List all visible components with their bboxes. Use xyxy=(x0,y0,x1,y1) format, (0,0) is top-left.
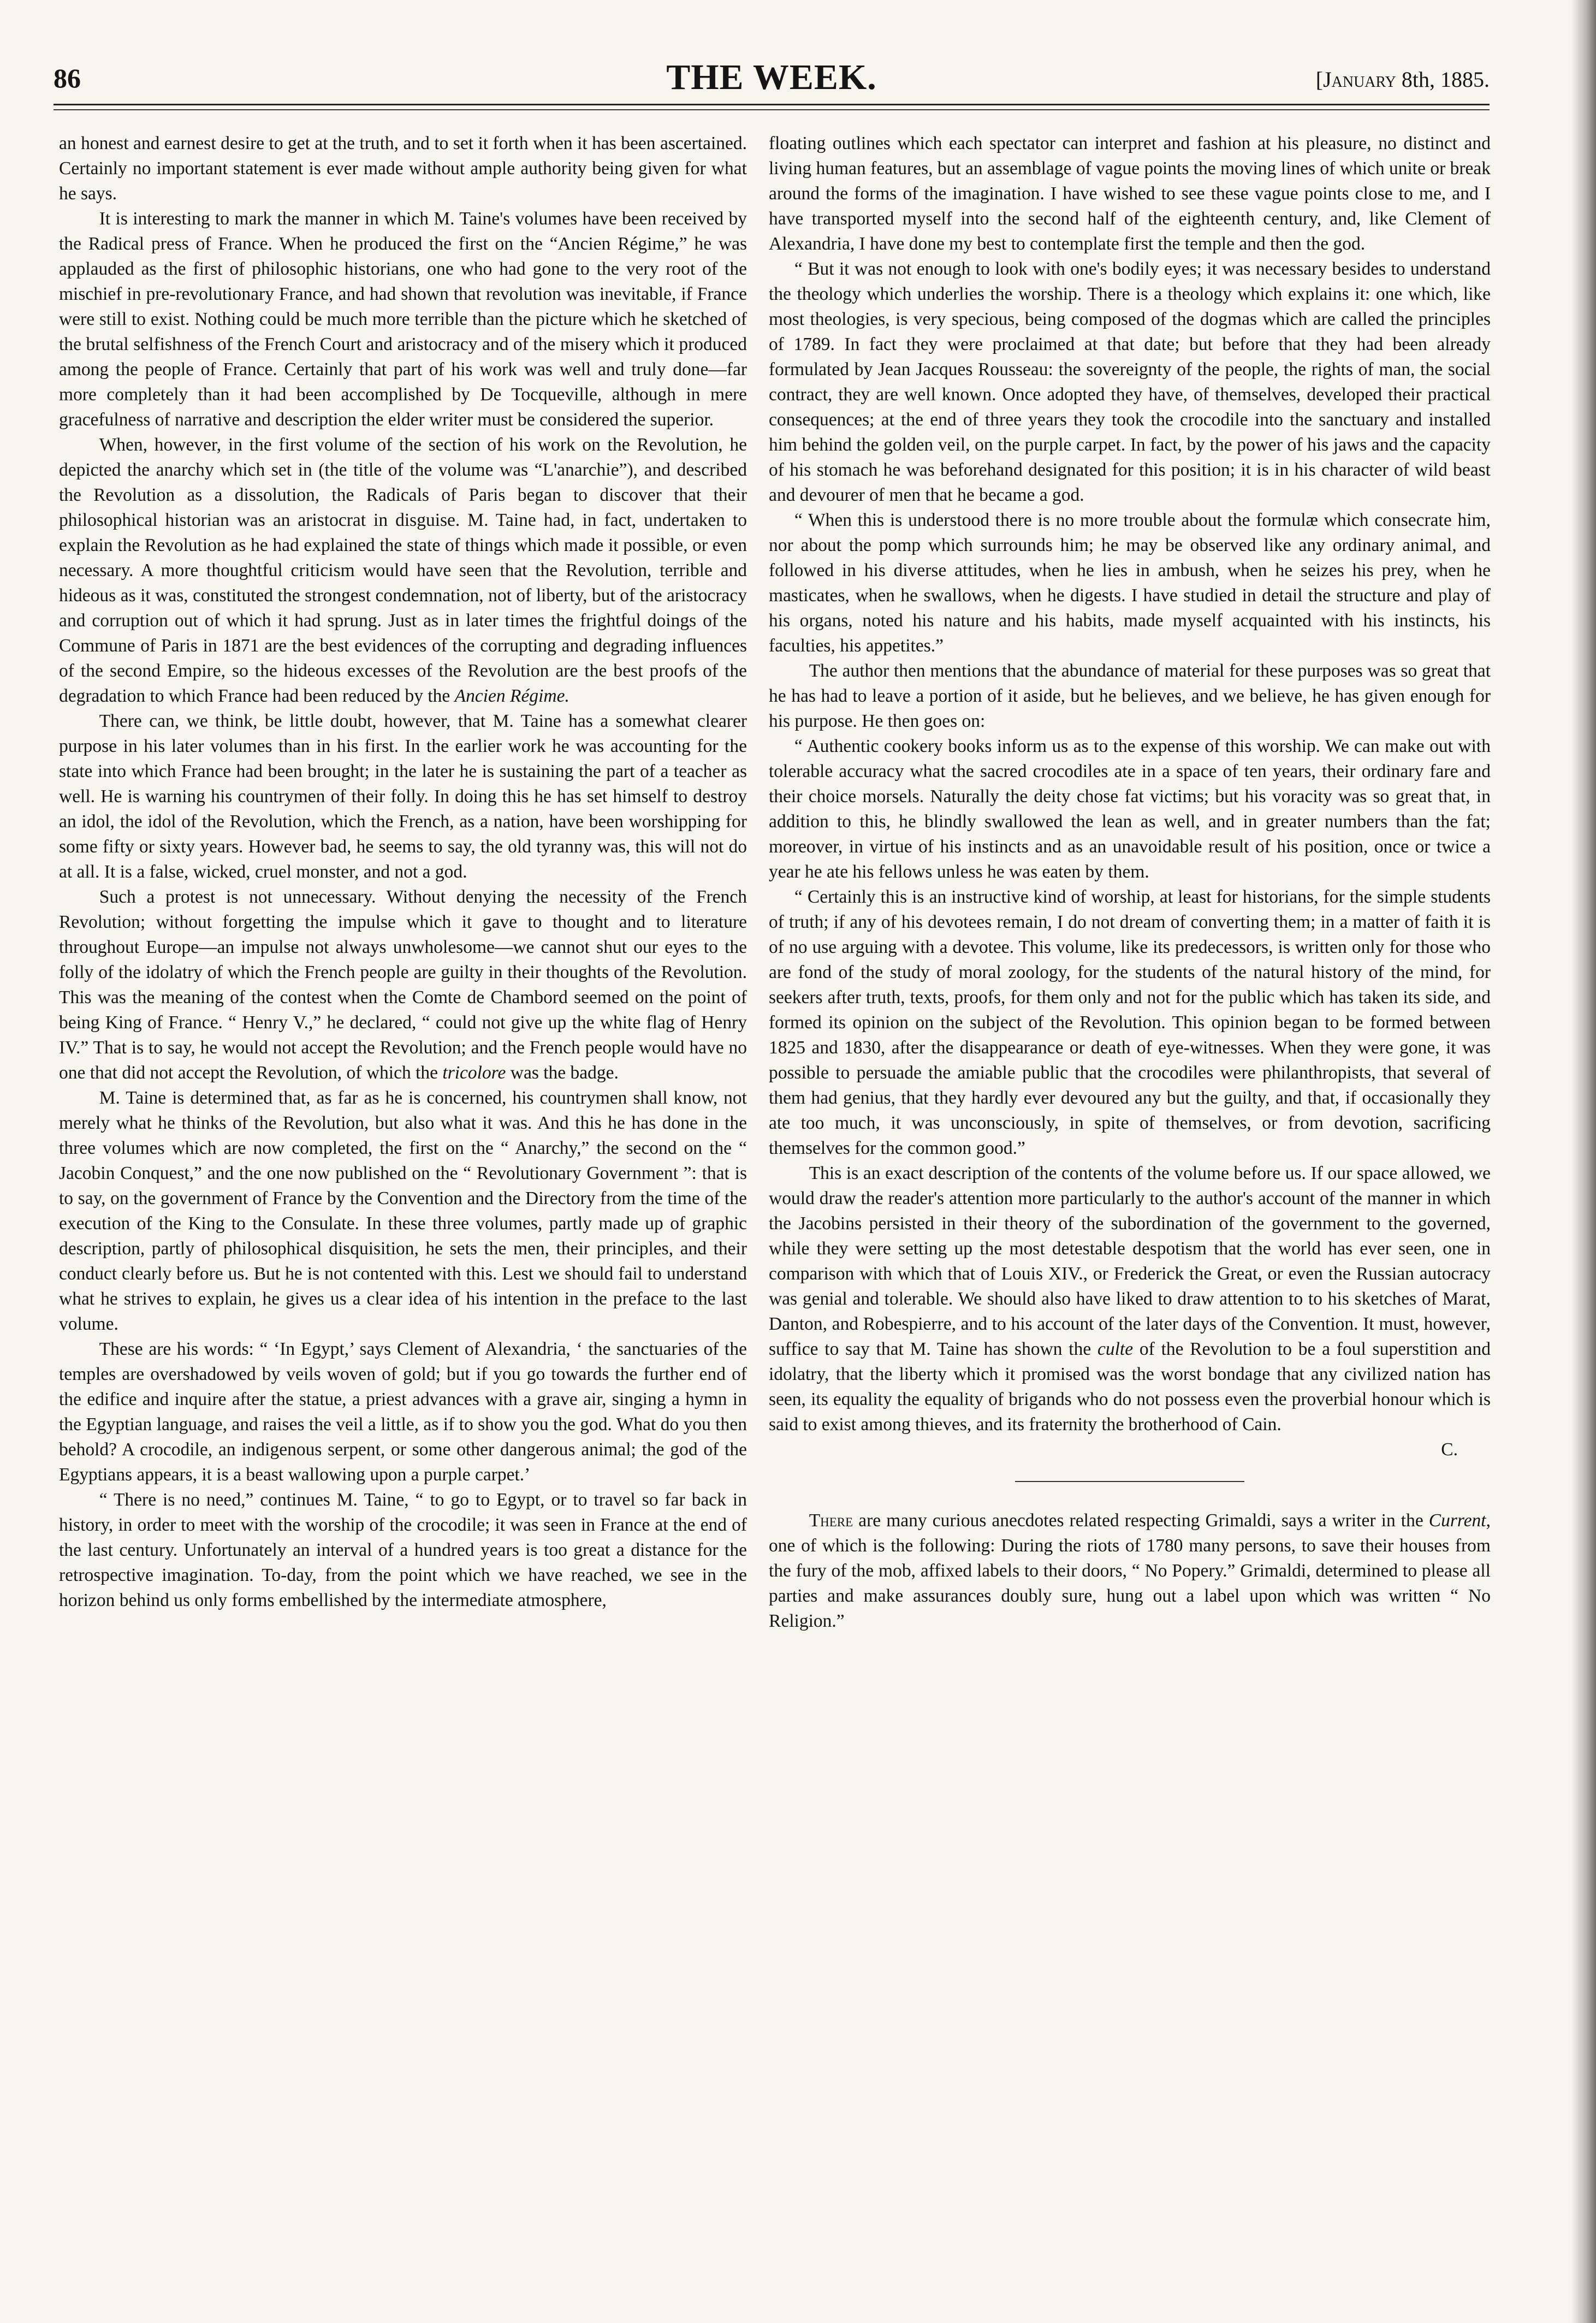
issue-date-month: January xyxy=(1323,67,1396,92)
paragraph: M. Taine is determined that, as far as he is concerned, his countrymen shall know, not merely what he thinks of the Revolution, but also what it was. And this he has done in the three volumes which are now completed, the first on the “ Anarchy,” the second on the “ Jacobin Conquest,” and the one now published on the “ Revolutionary Government ”: that is to say, on the government of France by the Convention and the Directory from the time of the execution of the King to the Consulate. In these three volumes, partly made up of graphic description, partly of philosophical disquisition, he sets the men, their principles, and their conduct clearly before us. But he is not contented with this. Lest we should fail to understand what he strives to explain, he gives us a clear idea of his intention in the preface to the last volume. xyxy=(59,1088,747,1334)
anecdote-paragraph xyxy=(769,1508,1491,1634)
header-rule-bottom xyxy=(54,109,1490,110)
author-signature: C. xyxy=(1441,1439,1458,1460)
page-number: 86 xyxy=(54,63,81,93)
paragraph: It is interesting to mark the manner in which M. Taine's volumes have been received by the Radical press of France. When he produced the first on the “Ancien Régime,” he was applauded as the first of philosophic historians, one who had gone to the very root of the mischief in pre-revolutionary France, and had shown that revolution was inevitable, if France were still to exist. Nothing could be much more terrible than the picture which he sketched of the brutal selfishness of the French Court and aristocracy and of the misery which it produced among the people of France. Certainly that part of his work was well and truly done—far more completely than it had been accomplished by De Tocqueville, although in mere gracefulness of narrative and description the elder writer must be considered the superior. xyxy=(59,209,747,430)
paragraph: an honest and earnest desire to get at the truth, and to set it forth when it has been ascertained. Certainly no important statement is ever made without ample authority being given for what he says. xyxy=(59,133,747,204)
header-rule-top xyxy=(54,104,1490,105)
page-header xyxy=(54,57,1490,100)
paragraph: The author then mentions that the abundance of material for these purposes was so great that he has had to leave a portion of it aside, but he believes, and we believe, he has given enough for his purpose. He then goes on: xyxy=(769,661,1491,731)
italic-term: culte xyxy=(1097,1339,1134,1359)
paragraph-text: of the Revolution to be a foul superstition and idolatry, that the liberty which it promised was the worst bondage that any civilized nation has seen, its equality the equality of brigands who do not possess even the proverbial honour which is said to exist among thieves, and its fraternity the brotherhood of Cain. xyxy=(769,1339,1491,1435)
issue-date-rest: 8th, 1885. xyxy=(1396,67,1490,92)
issue-date-bracket: [ xyxy=(1315,67,1324,92)
paragraph: There can, we think, be little doubt, however, that M. Taine has a somewhat clearer purpose in his later volumes than in his first. In the earlier work he was accounting for the state into which France had been brought; in the later he is sustaining the part of a teacher as well. He is warning his countrymen of their folly. In doing this he has set himself to destroy an idol, the idol of the Revolution, which the French, as a nation, have been worshipping for some fifty or sixty years. However bad, he seems to say, the old tyranny was, this will not do at all. It is a false, wicked, cruel monster, and not a god. xyxy=(59,711,747,882)
paragraph: “ There is no need,” continues M. Taine, “ to go to Egypt, or to travel so far back in history, in order to meet with the worship of the crocodile; it was seen in France at the end of the last century. Unfortunately an interval of a hundred years is too great a distance for the retrospective imagination. To-day, from the point which we have reached, we see in the horizon behind us only forms embellished by the intermediate atmosphere, xyxy=(59,1490,747,1610)
journal-title: THE WEEK. xyxy=(666,57,877,97)
source-title: Current xyxy=(1428,1510,1486,1531)
paragraph xyxy=(769,1161,1491,1437)
paragraph-text: Such a protest is not unnecessary. Without denying the necessity of the French Revolution; without forgetting the impulse which it gave to thought and to literature throughout Europe—an impulse not always unwholesome—we cannot shut our eyes to the folly of the idolatry of which the French people are guilty in their thoughts of the Revolution. This was the meaning of the contest when the Comte de Chambord seemed on the point of being King of France. “ Henry V.,” he declared, “ could not give up the white flag of Henry IV.” That is to say, he would not accept the Revolution; and the French people would have no one that did not accept the Revolution, of which the xyxy=(59,887,747,1083)
italic-term: Ancien Régime. xyxy=(454,686,569,706)
paragraph: “ When this is understood there is no more trouble about the formulæ which consecrate him, nor about the pomp which surrounds him; he may be observed like any ordinary animal, and followed in his diverse attitudes, when he lies in ambush, when he seizes his prey, when he masticates, when he swallows, when he digests. I have studied in detail the structure and play of his organs, noted his nature and his habits, made myself acquainted with his instincts, his faculties, his appetites.” xyxy=(769,510,1491,656)
left-column xyxy=(59,131,747,1613)
paragraph: “ Certainly this is an instructive kind of worship, at least for historians, for the simple students of truth; if any of his devotees remain, I do not dream of converting them; in a matter of faith it is of no use arguing with a devotee. This volume, like its predecessors, is written only for those who are fond of the study of moral zoology, for the students of the natural history of the mind, for seekers after truth, texts, proofs, for them only and not for the public which has taken its side, and formed its opinion on the subject of the Revolution. This opinion began to be formed between 1825 and 1830, after the disappearance or death of eye-witnesses. When they were gone, it was possible to persuade the amiable public that the crocodiles were philanthropists, that several of them had genius, that they hardly ever devoured any but the guilty, and that, if occasionally they ate too much, it was unconsciously, in spite of themselves, or from devotion, sacrificing themselves for the common good.” xyxy=(769,887,1491,1158)
paragraph-text: was the badge. xyxy=(510,1063,619,1083)
paragraph: “ Authentic cookery books inform us as to the expense of this worship. We can make out with tolerable accuracy what the sacred crocodiles ate in a space of ten years, their ordinary fare and their choice morsels. Naturally the deity chose fat victims; but his voracity was so great that, in addition to this, he blindly swallowed the lean as well, and in greater numbers than the fat; moreover, in virtue of his instincts and as an unavoidable result of his position, once or twice a year he ate his fellows unless he was eaten by them. xyxy=(769,736,1491,882)
anecdote-lead: There xyxy=(809,1510,853,1531)
paragraph-text: , one of which is the following: During the riots of 1780 many persons, to save their houses from the fury of the mob, affixed labels to their doors, “ No Popery.” Grimaldi, determined to please all parties and make assurances doubly sure, hung out a label upon which was written “ No Religion.” xyxy=(769,1510,1491,1631)
paragraph: These are his words: “ ‘In Egypt,’ says Clement of Alexandria, ‘ the sanctuaries of the temples are overshadowed by veils woven of gold; but if you go towards the further end of the edifice and inquire after the statue, a priest advances with a grave air, singing a hymn in the Egyptian language, and raises the veil a little, as if to show you the god. What do you then behold? A crocodile, an indigenous serpent, or some other dangerous animal; the god of the Egyptians appears, it is a beast wallowing upon a purple carpet.’ xyxy=(59,1339,747,1485)
paragraph-text: This is an exact description of the contents of the volume before us. If our space allowed, we would draw the reader's attention more particularly to the author's account of the manner in which the Jacobins persisted in their theory of the subordination of the government to the governed, while they were setting up the most detestable despotism that the world has ever seen, one in comparison with which that of Louis XIV., or Frederick the Great, or even the Russian autocracy was genial and tolerable. We should also have liked to draw attention to to his sketches of Marat, Danton, and Robespierre, and to his account of the later days of the Convention. It must, however, suffice to say that M. Taine has shown the xyxy=(769,1163,1491,1359)
right-column xyxy=(769,131,1491,1634)
paragraph: “ But it was not enough to look with one's bodily eyes; it was necessary besides to understand the theology which underlies the worship. There is a theology which explains it: one which, like most theologies, is very specious, being composed of the dogmas which are called the principles of 1789. In fact they were proclaimed at that date; but before that they had been already formulated by Jean Jacques Rousseau: the sovereignty of the people, the rights of man, the social contract, they are well known. Once adopted they have, of themselves, developed their practical consequences; at the end of three years they took the crocodile into the sanctuary and installed him behind the golden veil, on the purple carpet. In fact, by the power of his jaws and the capacity of his stomach he was beforehand designated for this position; it is in his character of wild beast and devourer of men that he became a god. xyxy=(769,259,1491,505)
paragraph xyxy=(59,432,747,709)
issue-date xyxy=(1316,67,1490,92)
italic-term: tricolore xyxy=(442,1063,506,1083)
paragraph: floating outlines which each spectator can interpret and fashion at his pleasure, no distinct and living human features, but an assemblage of vague points the moving lines of which unite or break around the forms of the imagination. I have wished to see these vague points close to me, and I have transported myself into the second half of the eighteenth century, and, like Clement of Alexandria, I have done my best to contemplate first the temple and then the god. xyxy=(769,133,1491,254)
paragraph-text: are many curious anecdotes related respecting Grimaldi, says a writer in the xyxy=(853,1510,1429,1531)
paragraph xyxy=(59,885,747,1086)
section-divider xyxy=(1015,1481,1244,1482)
paragraph-text: When, however, in the first volume of the section of his work on the Revolution, he depicted the anarchy which set in (the title of the volume was “L'anarchie”), and described the Revolution as a dissolution, the Radicals of Paris began to discover that their philosophical historian was an aristocrat in disguise. M. Taine had, in fact, undertaken to explain the Revolution as he had explained the state of things which made it possible, or even necessary. A more thoughtful criticism would have seen that the Revolution, terrible and hideous as it was, constituted the strongest condemnation, not of liberty, but of the aristocracy and corruption out of which it had sprung. Just as in later times the frightful doings of the Commune of Paris in 1871 are the best evidences of the corrupting and degrading influences of the second Empire, so the hideous excesses of the Revolution are the best proofs of the degradation to which France had been reduced by the xyxy=(59,435,747,706)
page-edge-shadow xyxy=(1571,0,1596,2323)
